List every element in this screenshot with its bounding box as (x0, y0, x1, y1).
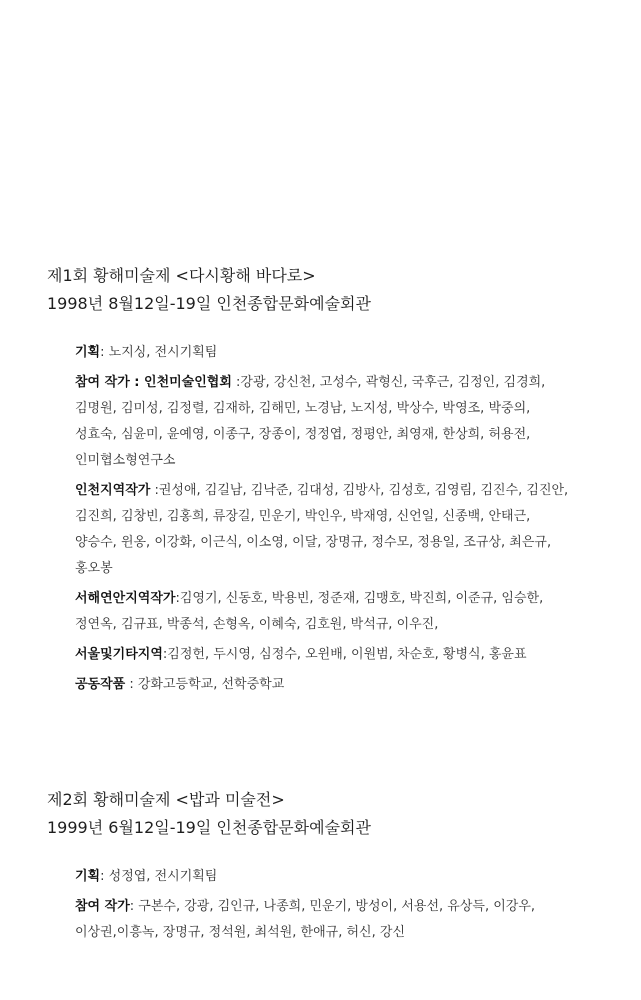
exhibition-2-artists (75, 894, 575, 946)
exhibition-1-planning (75, 340, 575, 366)
west-coast-value: :김영기, 신동호, 박용빈, 정준재, 김맹호, 박진희, 이준규, 임승한, 정연옥, 김규표, 박종석, 손형옥, 이혜숙, 김호원, 박석규, 이우진, (75, 591, 544, 632)
exhibition-2-title: 제2회 황해미술제 <밥과 미술전> (47, 790, 285, 809)
joint-works-label: 공동작품 (75, 677, 126, 692)
planning-label: 기획 (75, 345, 101, 360)
exhibition-1 (47, 262, 607, 702)
exhibition-1-artists-incheon-region (75, 478, 575, 582)
exhibition-1-artists-seoul (75, 642, 575, 668)
exhibition-1-details (75, 340, 575, 698)
exhibition-1-artists-incheon-association (75, 370, 575, 474)
seoul-value: :김정헌, 두시영, 심정수, 오윈배, 이원범, 차순호, 황병식, 홍윤표 (162, 647, 527, 662)
exhibition-1-joint-works (75, 672, 575, 698)
artists-label: 참여 작가 : 인천미술인협회 (75, 375, 232, 390)
incheon-region-label: 인천지역작가 (75, 483, 151, 498)
planning-value: : 성정엽, 전시기획팀 (100, 869, 218, 884)
exhibition-1-title: 제1회 황해미술제 <다시황해 바다로> (47, 266, 316, 285)
exhibition-2 (47, 786, 607, 950)
artists-value: : 구본수, 강광, 김인규, 나종희, 민운기, 방성이, 서용선, 유상득, 이강우, 이상권,이흥녹, 장명규, 정석원, 최석원, 한애규, 허신, 강신 (75, 899, 536, 940)
planning-value: : 노지싱, 전시기획팀 (100, 345, 218, 360)
joint-works-value: : 강화고등학교, 선학중학교 (125, 677, 285, 692)
west-coast-label: 서해연안지역작가 (75, 591, 176, 606)
planning-label: 기획 (75, 869, 101, 884)
artists-value: :강광, 강신천, 고성수, 곽형신, 국후근, 김정인, 김경희, 김명원, 김미성, 김정렬, 김재하, 김해민, 노경남, 노지성, 박상수, 박영조, 박중의, 성효숙, 심윤미, 윤예영, 이종구, 장종이, 정정엽, 정평안, 최영재, 한상희, 허용전, 인미협소형연구소 (75, 375, 546, 468)
exhibition-2-planning (75, 864, 575, 890)
artists-label: 참여 작가 (75, 899, 130, 914)
exhibition-1-date-venue: 1998년 8월12일-19일 인천종합문화예술회관 (47, 294, 371, 313)
exhibition-2-date-venue: 1999년 6월12일-19일 인천종합문화예술회관 (47, 818, 371, 837)
exhibition-1-artists-west-coast (75, 586, 575, 638)
seoul-label: 서울및기타지역 (75, 647, 163, 662)
incheon-region-value: :권성애, 김길남, 김낙준, 김대성, 김방사, 김성호, 김영림, 김진수, 김진안, 김진희, 김창빈, 김홍희, 류장길, 민운기, 박인우, 박재영, 신언일, 신종백, 안태근, 양승수, 윈옹, 이강화, 이근식, 이소영, 이달, 장명규, 정수모, 정용일, 조규상, 최은규, 홍오봉 (75, 483, 569, 576)
exhibition-2-details (75, 864, 575, 946)
